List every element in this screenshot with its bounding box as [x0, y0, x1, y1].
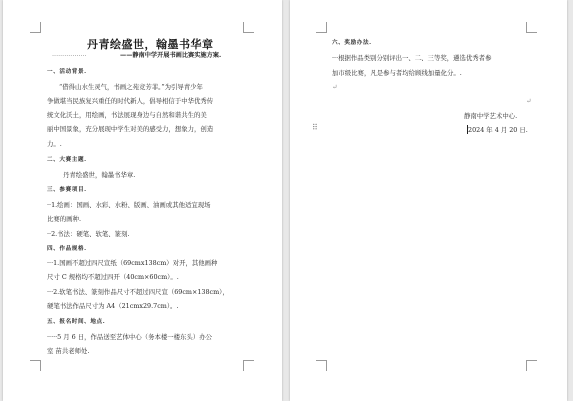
section-heading-specs: 四、作品规格.: [47, 246, 87, 252]
signature-organization: 静南中学艺术中心.: [464, 112, 518, 120]
paragraph-line: ···2.软笔书法、篆刻作品尺寸不超过四尺宣（69cm×138cm），: [47, 288, 229, 296]
crop-mark: [526, 360, 537, 371]
paragraph-line: 尺寸 C 规格均不超过四开（40cm×60cm）。.: [47, 273, 179, 281]
paragraph-line: 争做堪当民族复兴重任的时代新人，倡导相信于中华优秀传: [47, 97, 214, 105]
section-heading-theme: 二、大赛主题.: [47, 157, 87, 163]
subtitle-leader: ·················: [52, 52, 87, 60]
paragraph-line: 比赛的画种.: [47, 215, 81, 223]
crop-mark: [316, 22, 327, 33]
crop-mark: [526, 22, 537, 33]
paragraph-line: 统文化沃土，用绘画，书法展现身边与自然和谐共生的美: [47, 111, 207, 119]
crop-mark: [316, 360, 327, 371]
paragraph-line: ··2.书法：硬笔、软笔、篆刻.: [47, 230, 130, 238]
document-title: 丹青绘盛世，翰墨书华章: [87, 38, 214, 51]
crop-mark: [243, 360, 254, 371]
paragraph-line: 硬笔书法作品尺寸为 A4（21cmx29.7cm）。.: [47, 302, 179, 310]
crop-mark: [30, 22, 41, 33]
paragraph-line: 室 苗共老师处.: [47, 347, 90, 355]
drag-handle-icon[interactable]: ⠿: [312, 123, 318, 132]
paragraph-line: 力。.: [47, 140, 62, 148]
paragraph-line: ···根据作品类别分别评出一、二、三等奖，遴选优秀者参: [332, 54, 492, 62]
section-heading-background: 一、活动背景.: [47, 69, 87, 75]
signature-date[interactable]: 2024 年 4 月 20 日.: [468, 126, 528, 134]
section-heading-awards: 六、奖励办法.: [332, 40, 372, 46]
section-heading-registration: 五、报名时间、地点.: [47, 319, 106, 325]
crop-mark: [243, 22, 254, 33]
document-page-2[interactable]: [290, 0, 567, 401]
paragraph-line: 丹青绘盛世，翰墨书华章.: [63, 171, 136, 179]
document-page-1[interactable]: [3, 0, 282, 401]
paragraph-line: ··1.绘画：国画、水彩、水粉、版画、油画或其他适宜现场: [47, 201, 211, 209]
section-heading-items: 三、参赛项目.: [47, 187, 87, 193]
paragraph-line: “借得山水生灵气，书画之苑竞芳菲。”为引导青少年: [59, 83, 203, 91]
crop-mark: [30, 360, 41, 371]
paragraph-mark: ↵: [526, 97, 532, 105]
paragraph-line: 丽中国景象，充分展现中学生对美的感受力，想象力，创造: [47, 125, 214, 133]
paragraph-mark: ↵: [332, 83, 338, 91]
paragraph-line: 加市级比赛，凡是参与者均给顾线加量化分。.: [332, 69, 462, 77]
document-subtitle: ——静南中学开展书画比赛实施方案.: [120, 52, 222, 59]
paragraph-line: ···1.国画不超过四尺宣纸（69cmx138cm）对开，其他画种: [47, 259, 218, 267]
paragraph-line: ·····5 月 6 日，作品送至艺体中心（务本楼一楼东头）办公: [47, 333, 212, 341]
